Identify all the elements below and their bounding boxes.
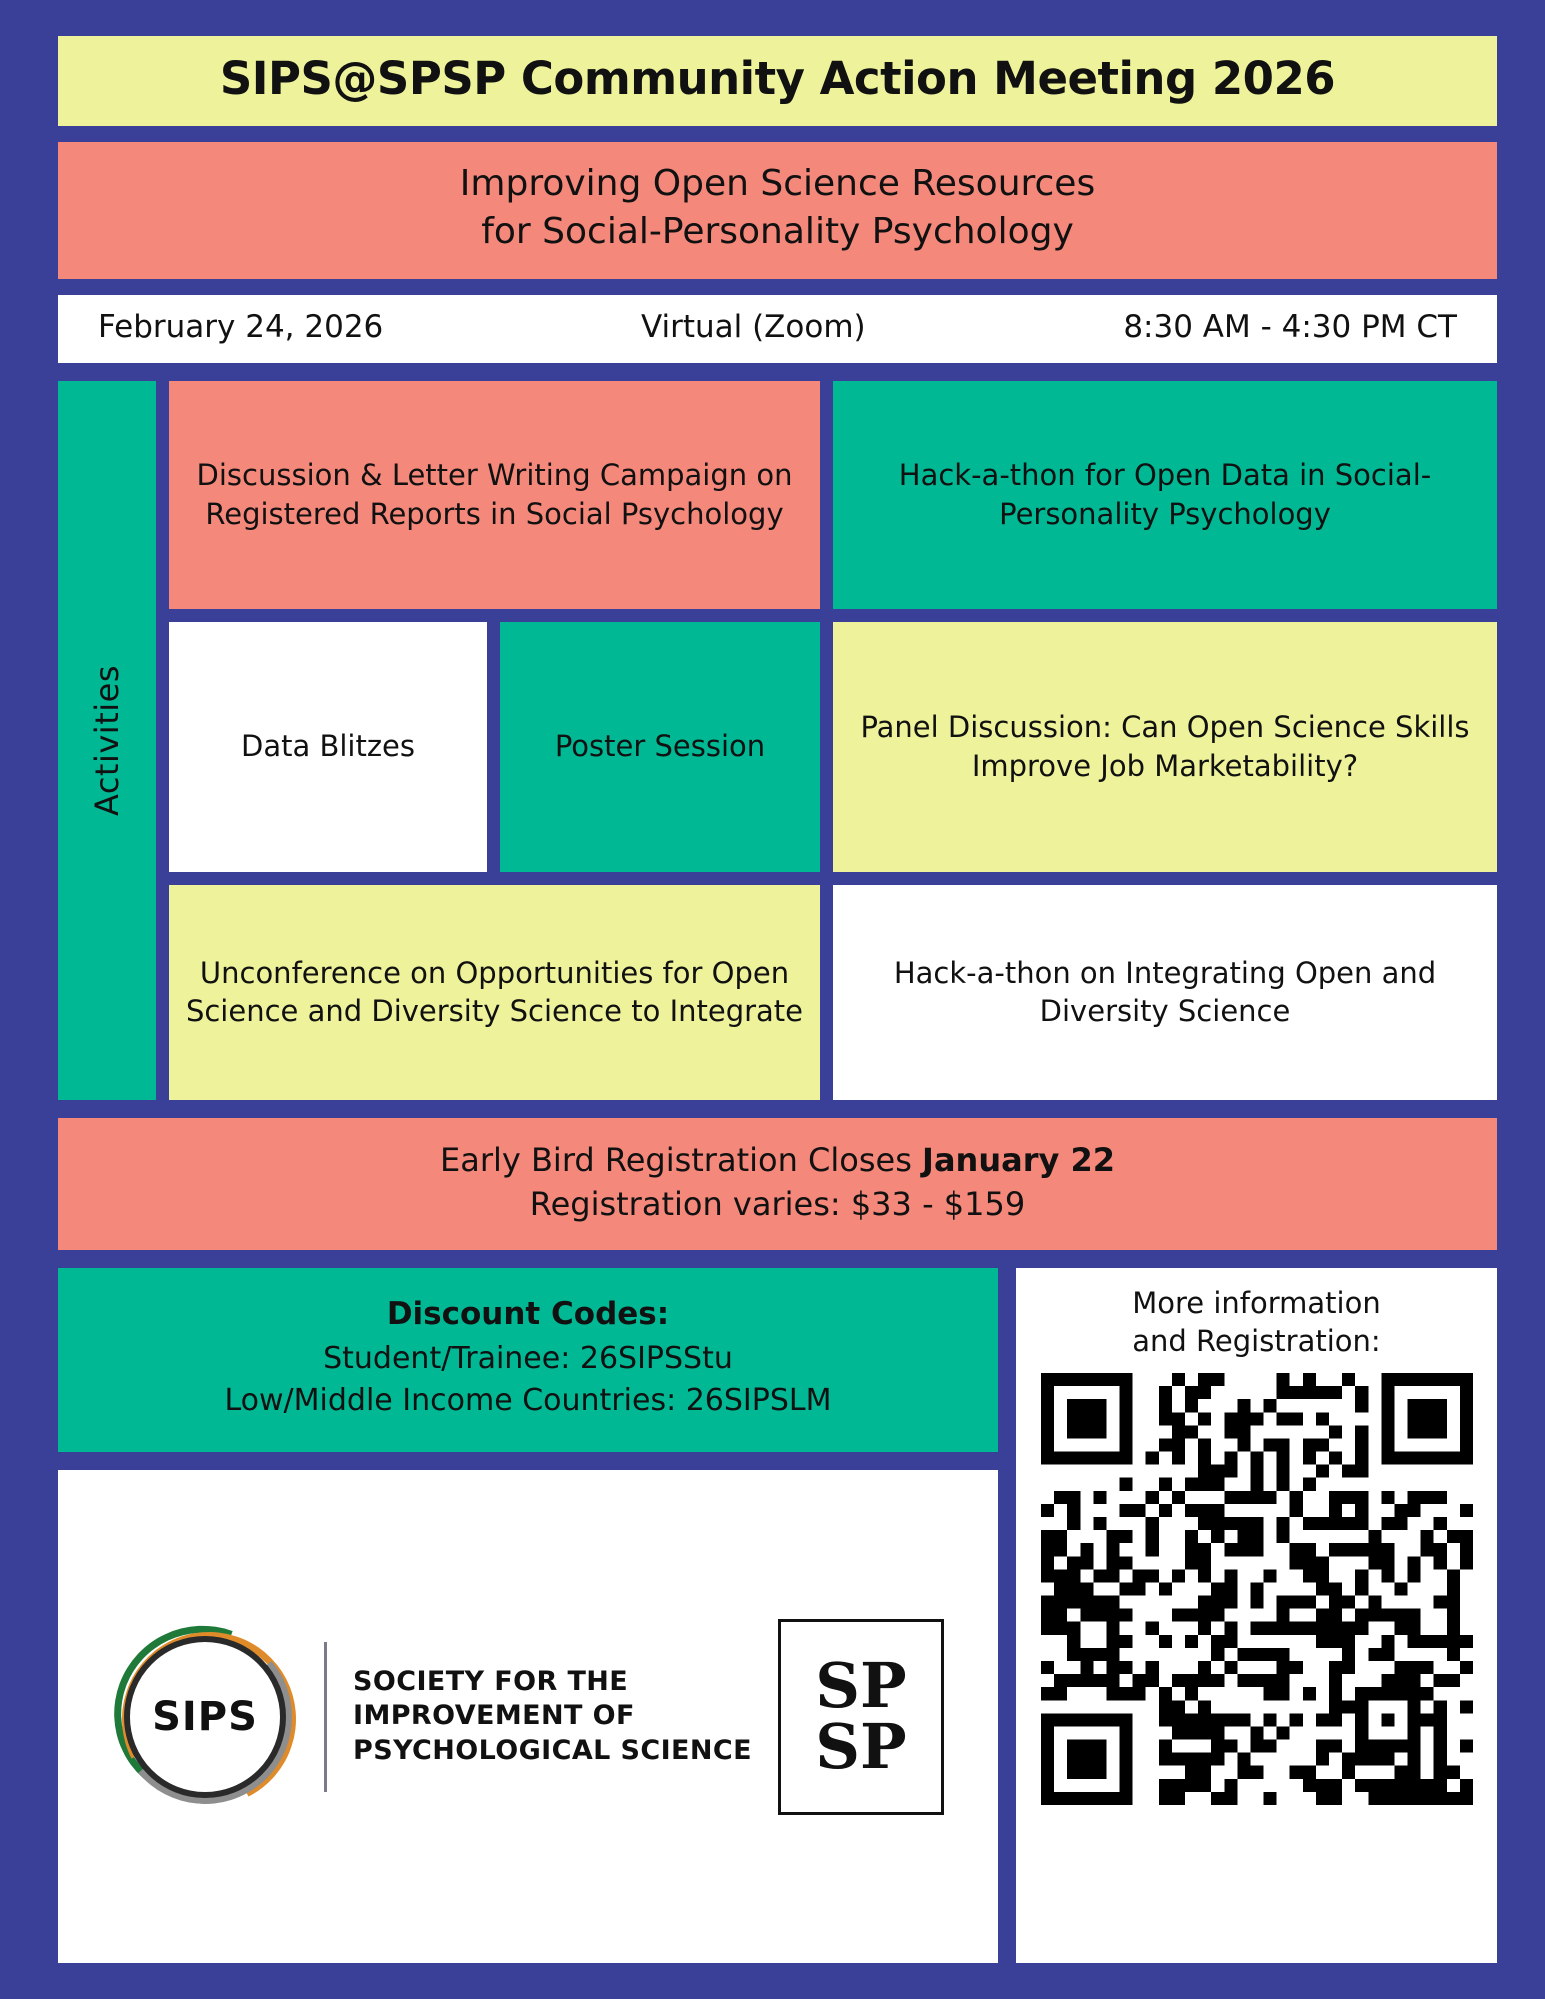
- activities-section: [58, 381, 1497, 1100]
- activity-card: Poster Session: [500, 622, 820, 872]
- bottom-section: [58, 1268, 1497, 1963]
- registration-price-line: Registration varies: $33 - $159: [529, 1184, 1026, 1223]
- registration-banner: [58, 1118, 1497, 1250]
- activities-row-2: [169, 622, 1497, 872]
- qr-panel: [1016, 1268, 1497, 1963]
- activity-card: Unconference on Opportunities for Open Science and Diversity Science to Integrate: [169, 885, 820, 1100]
- sips-logo-icon: [112, 1624, 298, 1810]
- bottom-left-column: [58, 1268, 998, 1963]
- event-details-bar: [58, 295, 1497, 363]
- qr-code-icon[interactable]: [1041, 1373, 1473, 1805]
- early-bird-date: January 22: [922, 1140, 1116, 1179]
- qr-label: [1132, 1284, 1380, 1361]
- subtitle-line-1: Improving Open Science Resources: [459, 162, 1096, 204]
- activities-row-1: [169, 381, 1497, 609]
- sips-tagline: [353, 1665, 752, 1769]
- spsp-logo-line-1: SP: [815, 1648, 907, 1722]
- activity-card: Discussion & Letter Writing Campaign on Registered Reports in Social Psychology: [169, 381, 820, 609]
- early-bird-prefix: Early Bird Registration Closes: [439, 1140, 923, 1179]
- title-banner: [58, 36, 1497, 126]
- qr-label-line-1: More information: [1132, 1286, 1381, 1320]
- qr-label-line-2: and Registration:: [1132, 1324, 1381, 1359]
- event-date: February 24, 2026: [98, 308, 384, 345]
- activity-card: Panel Discussion: Can Open Science Skills Improve Job Marketability?: [833, 622, 1497, 872]
- discount-student-line: Student/Trainee: 26SIPSStu: [323, 1341, 733, 1376]
- sips-tagline-line-1: SOCIETY FOR THE: [353, 1665, 629, 1697]
- sips-logo-wordmark: SIPS: [152, 1693, 258, 1740]
- activity-card: Hack-a-thon for Open Data in Social-Personality Psychology: [833, 381, 1497, 609]
- sips-tagline-line-2: IMPROVEMENT OF: [353, 1700, 635, 1732]
- event-time: 8:30 AM - 4:30 PM CT: [1123, 308, 1457, 345]
- spsp-logo-line-2: SP: [815, 1709, 907, 1783]
- spsp-logo-icon: [778, 1619, 944, 1815]
- page-title: SIPS@SPSP Community Action Meeting 2026: [219, 52, 1336, 105]
- activities-grid: [169, 381, 1497, 1100]
- discount-lmic-line: Low/Middle Income Countries: 26SIPSLM: [224, 1383, 832, 1418]
- subtitle-line-2: for Social-Personality Psychology: [481, 211, 1074, 253]
- discount-codes-box: [58, 1268, 998, 1452]
- activity-card: Hack-a-thon on Integrating Open and Diversity Science: [833, 885, 1497, 1100]
- activities-row-3: [169, 885, 1497, 1100]
- subtitle-banner: [58, 142, 1497, 279]
- early-bird-line: [68, 1138, 1487, 1182]
- logos-box: [58, 1470, 998, 1963]
- activities-label: [58, 381, 156, 1100]
- activity-card: Data Blitzes: [169, 622, 487, 872]
- logo-divider: [324, 1642, 327, 1792]
- activities-label-text: Activities: [88, 664, 126, 816]
- event-location: Virtual (Zoom): [640, 308, 866, 345]
- sips-tagline-line-3: PSYCHOLOGICAL SCIENCE: [353, 1734, 752, 1766]
- discount-codes-heading: Discount Codes:: [386, 1296, 670, 1332]
